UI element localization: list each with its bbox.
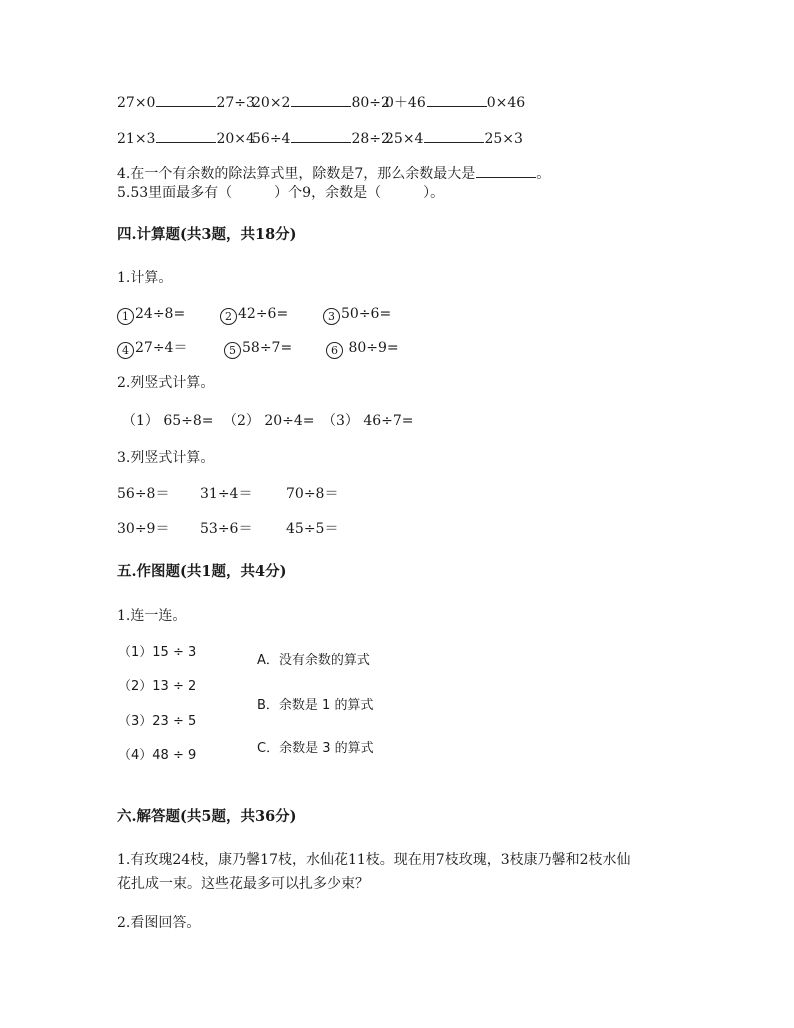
section-6-q2-title: 2.看图回答。	[117, 915, 201, 931]
calc-expression: 27÷4＝	[135, 340, 188, 356]
section-4-q1-title: 1.计算。	[117, 270, 173, 286]
calc-item	[220, 304, 288, 325]
calc-item	[117, 304, 185, 325]
compare-item	[252, 129, 390, 149]
calc-item	[326, 338, 399, 359]
compare-right: 25×3	[484, 131, 523, 147]
vertical-calc-item: 30÷9＝	[117, 521, 170, 537]
answer-blank[interactable]	[156, 93, 216, 107]
compare-right: 27÷3	[216, 95, 255, 111]
compare-item	[385, 93, 525, 113]
match-right-item[interactable]: C．余数是 3 的算式	[257, 741, 374, 756]
section-6-q1-line1: 1.有玫瑰24枝，康乃馨17枝，水仙花11枝。现在用7枝玫瑰，3枝康乃馨和2枝水仙	[117, 852, 631, 868]
compare-right: 0×46	[486, 95, 526, 111]
answer-blank[interactable]	[156, 129, 216, 143]
match-right-item[interactable]: A．没有余数的算式	[257, 653, 370, 668]
circled-number: 2	[220, 308, 237, 325]
vertical-calc-item: （2） 20÷4=	[223, 413, 315, 429]
section-6-q1-line2: 花扎成一束。这些花最多可以扎多少束？	[117, 876, 369, 892]
calc-expression: 50÷6=	[341, 306, 392, 322]
match-right-item[interactable]: B．余数是 1 的算式	[257, 698, 374, 713]
match-left-item[interactable]: （2）13 ÷ 2	[118, 679, 197, 694]
calc-item	[224, 338, 292, 359]
match-left-item[interactable]: （3）23 ÷ 5	[118, 714, 197, 729]
calc-item	[323, 304, 391, 325]
answer-blank[interactable]	[291, 129, 351, 143]
compare-item	[117, 93, 255, 113]
section-6-title: 六.解答题(共5题，共36分)	[117, 808, 297, 825]
vertical-calc-item: 70÷8＝	[286, 486, 339, 502]
calc-expression: 58÷7=	[242, 340, 293, 356]
compare-right: 20×4	[216, 131, 255, 147]
vertical-calc-item: 53÷6＝	[200, 521, 253, 537]
vertical-calc-item: 56÷8＝	[117, 486, 170, 502]
vertical-calc-item: （1） 65÷8=	[122, 413, 214, 429]
circled-number: 3	[323, 308, 340, 325]
compare-right: 80÷2	[351, 95, 390, 111]
compare-left: 21×3	[117, 131, 156, 147]
compare-left: 27×0	[117, 95, 156, 111]
question-4-end: 。	[536, 166, 551, 182]
vertical-calc-item: 45÷5＝	[286, 521, 339, 537]
question-4	[117, 164, 550, 184]
compare-item	[117, 129, 255, 149]
section-4-q2-title: 2.列竖式计算。	[117, 375, 215, 391]
calc-expression: 80÷9=	[344, 340, 399, 356]
section-5-q1-title: 1.连一连。	[117, 608, 187, 624]
compare-left: 56÷4	[252, 131, 291, 147]
compare-right: 28÷2	[351, 131, 390, 147]
circled-number: 4	[117, 342, 134, 359]
section-5-title: 五.作图题(共1题，共4分)	[117, 563, 287, 580]
calc-item	[117, 338, 187, 359]
question-5: 5.53里面最多有（ ）个9，余数是（ ）。	[117, 185, 445, 201]
compare-left: 25×4	[385, 131, 424, 147]
circled-number: 6	[326, 342, 343, 359]
compare-item	[252, 93, 390, 113]
answer-blank[interactable]	[291, 93, 351, 107]
calc-expression: 24÷8=	[135, 306, 186, 322]
compare-item	[385, 129, 523, 149]
question-4-text: 4.在一个有余数的除法算式里，除数是7，那么余数最大是	[117, 166, 476, 182]
circled-number: 1	[117, 308, 134, 325]
section-4-title: 四.计算题(共3题，共18分)	[117, 226, 297, 243]
match-left-item[interactable]: （4）48 ÷ 9	[118, 748, 197, 763]
circled-number: 5	[224, 342, 241, 359]
match-left-item[interactable]: （1）15 ÷ 3	[118, 645, 197, 660]
vertical-calc-item: （3） 46÷7=	[322, 413, 414, 429]
section-4-q3-title: 3.列竖式计算。	[117, 450, 215, 466]
answer-blank[interactable]	[427, 93, 487, 107]
answer-blank[interactable]	[424, 129, 484, 143]
vertical-calc-item: 31÷4＝	[200, 486, 253, 502]
compare-left: 0＋46	[385, 95, 426, 111]
compare-left: 20×2	[252, 95, 291, 111]
answer-blank[interactable]	[476, 164, 536, 178]
calc-expression: 42÷6=	[238, 306, 289, 322]
